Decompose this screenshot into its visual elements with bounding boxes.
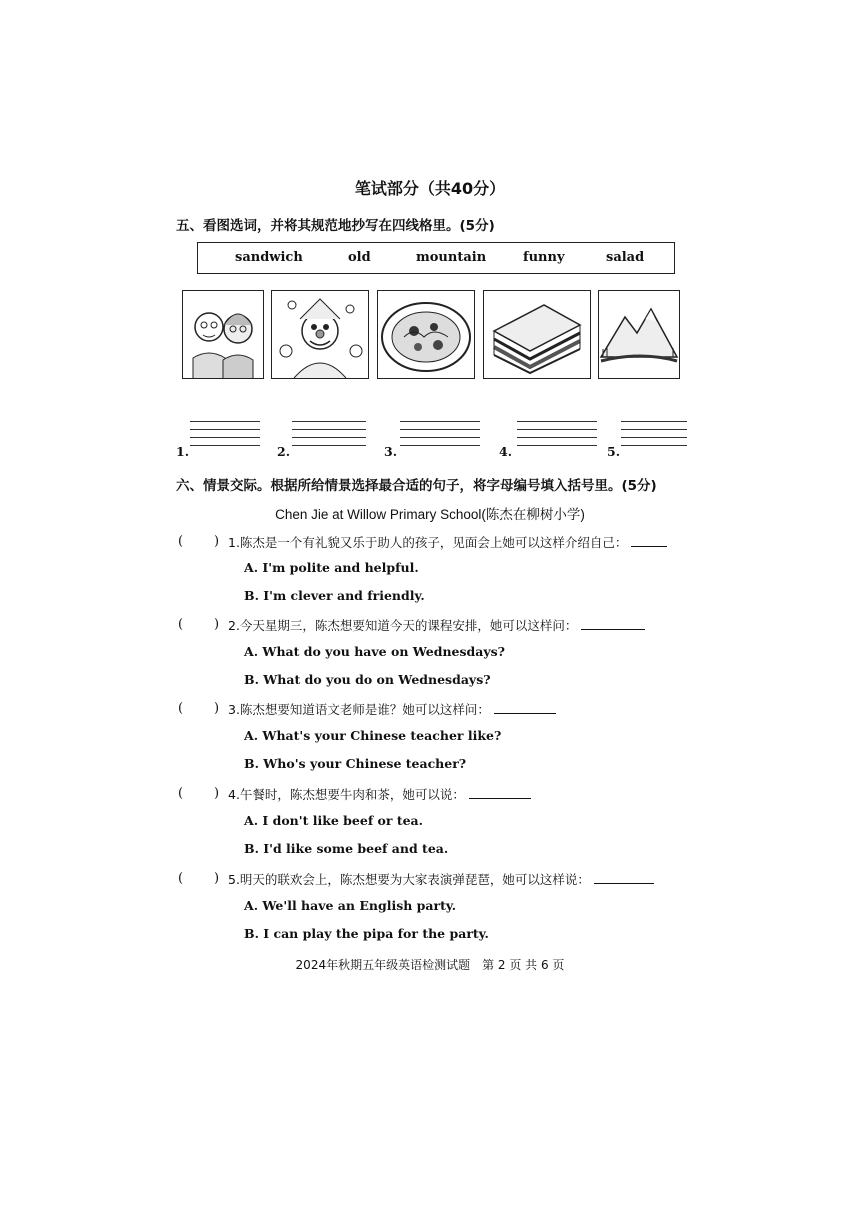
item-number: 4. <box>499 444 513 459</box>
word-bank-item: mountain <box>416 250 487 265</box>
question-2 <box>228 616 645 634</box>
answer-paren-close: ) <box>214 534 220 549</box>
answer-blank[interactable] <box>594 871 654 884</box>
question-4 <box>228 785 531 803</box>
option-a: A. What's your Chinese teacher like? <box>244 728 502 743</box>
option-a: A. What do you have on Wednesdays? <box>244 644 506 659</box>
answer-paren-close: ) <box>214 701 220 716</box>
question-5 <box>228 870 654 888</box>
item-number: 3. <box>384 444 398 459</box>
option-b: B. Who's your Chinese teacher? <box>244 756 467 771</box>
word-bank-item: funny <box>523 250 565 265</box>
option-b: B. What do you do on Wednesdays? <box>244 672 491 687</box>
section6-instruction: 六、情景交际。根据所给情景选择最合适的句子，将字母编号填入括号里。(5分) <box>176 478 657 494</box>
answer-paren-open[interactable]: ( <box>178 534 184 549</box>
salad-picture <box>377 290 475 379</box>
option-b: B. I'd like some beef and tea. <box>244 841 449 856</box>
answer-paren-open[interactable]: ( <box>178 701 184 716</box>
word-bank-item: old <box>348 250 371 265</box>
answer-blank[interactable] <box>581 617 645 630</box>
answer-blank[interactable] <box>494 701 556 714</box>
question-text: 2.今天星期三，陈杰想要知道今天的课程安排，她可以这样问： <box>228 618 578 633</box>
question-text: 3.陈杰想要知道语文老师是谁？她可以这样问： <box>228 702 490 717</box>
item-number: 5. <box>607 444 621 459</box>
question-3 <box>228 700 556 718</box>
four-line-grid[interactable] <box>190 421 260 449</box>
item-number: 2. <box>277 444 291 459</box>
word-bank-item: salad <box>606 250 645 265</box>
question-text: 4.午餐时，陈杰想要牛肉和茶，她可以说： <box>228 787 465 802</box>
page-footer: 2024年秋期五年级英语检测试题 第 2 页 共 6 页 <box>295 958 565 972</box>
option-b: B. I can play the pipa for the party. <box>244 926 489 941</box>
answer-blank[interactable] <box>631 534 667 547</box>
old-couple-picture <box>182 290 264 379</box>
option-a: A. I'm polite and helpful. <box>244 560 419 575</box>
four-line-grid[interactable] <box>400 421 480 449</box>
clown-picture <box>271 290 369 379</box>
item-number: 1. <box>176 444 190 459</box>
answer-paren-close: ) <box>214 617 220 632</box>
four-line-grid[interactable] <box>517 421 597 449</box>
option-b: B. I'm clever and friendly. <box>244 588 425 603</box>
four-line-grid[interactable] <box>621 421 687 449</box>
question-text: 1.陈杰是一个有礼貌又乐于助人的孩子，见面会上她可以这样介绍自己： <box>228 535 628 550</box>
option-a: A. We'll have an English party. <box>244 898 457 913</box>
answer-paren-open[interactable]: ( <box>178 871 184 886</box>
page-title: 笔试部分（共40分） <box>354 179 506 198</box>
word-bank <box>197 242 675 274</box>
answer-blank[interactable] <box>469 786 531 799</box>
question-1 <box>228 533 667 551</box>
section5-instruction: 五、看图选词，并将其规范地抄写在四线格里。(5分) <box>176 218 495 234</box>
section6-subtitle: Chen Jie at Willow Primary School(陈杰在柳树小学) <box>275 507 585 522</box>
answer-paren-close: ) <box>214 871 220 886</box>
mountain-picture <box>598 290 680 379</box>
answer-paren-open[interactable]: ( <box>178 786 184 801</box>
answer-paren-open[interactable]: ( <box>178 617 184 632</box>
answer-paren-close: ) <box>214 786 220 801</box>
word-bank-item: sandwich <box>235 250 303 265</box>
option-a: A. I don't like beef or tea. <box>244 813 424 828</box>
four-line-grid[interactable] <box>292 421 366 449</box>
question-text: 5.明天的联欢会上，陈杰想要为大家表演弹琵琶，她可以这样说： <box>228 872 590 887</box>
sandwich-picture <box>483 290 591 379</box>
